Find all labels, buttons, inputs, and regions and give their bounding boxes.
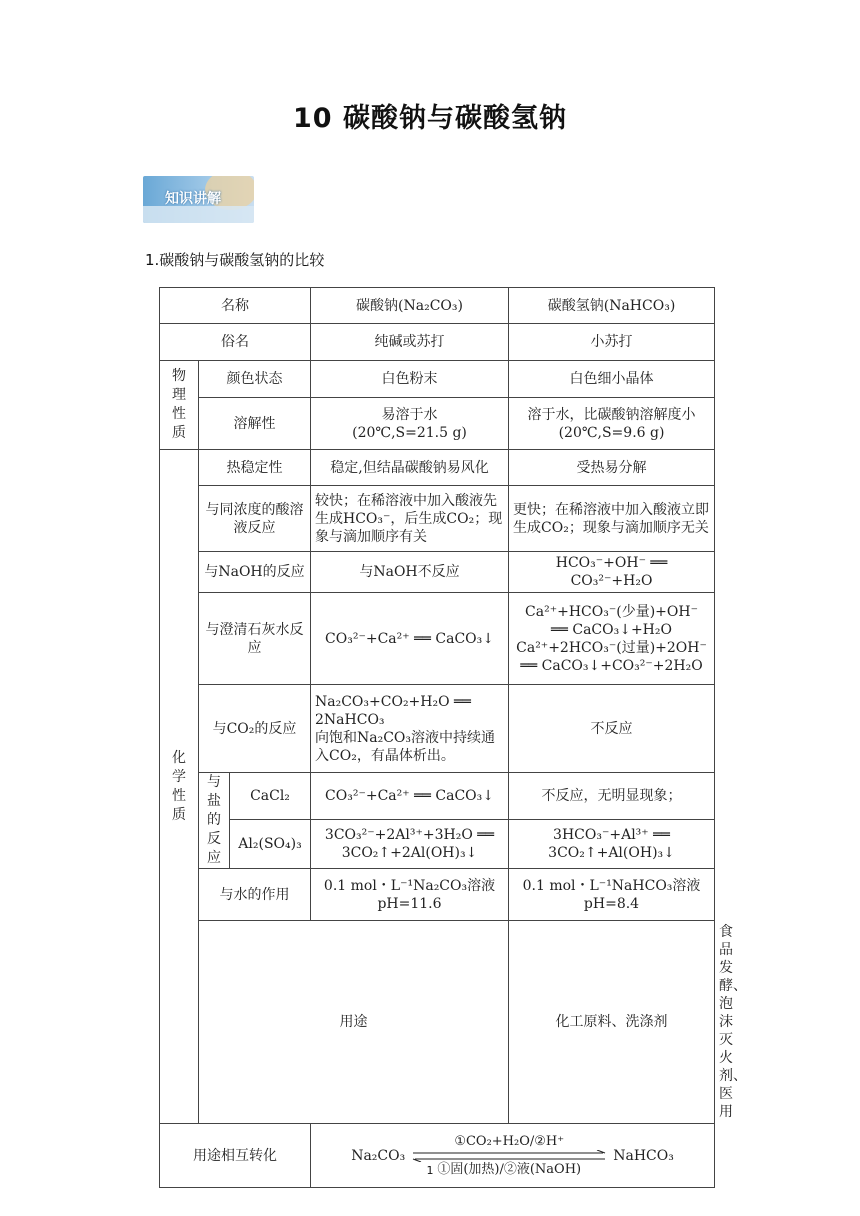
- al-b-line1: 3HCO₃⁻+Al³⁺ ══: [553, 826, 670, 843]
- table-row: [160, 486, 715, 552]
- cell-cacl2-a: CO₃²⁻+Ca²⁺ ══ CaCO₃↓: [311, 773, 509, 820]
- table-row: [160, 819, 715, 868]
- cell-lime-a: CO₃²⁻+Ca²⁺ ══ CaCO₃↓: [311, 593, 509, 685]
- cell-conversion: [311, 1124, 715, 1188]
- cell-heat-a: 稳定,但结晶碳酸钠易风化: [311, 450, 509, 486]
- co2-a-line1: Na₂CO₃+CO₂+H₂O ══: [315, 693, 471, 710]
- conversion-forward-label: ①CO₂+H₂O/②H⁺: [454, 1133, 565, 1149]
- lime-b-line4: ══ CaCO₃↓+CO₃²⁻+2H₂O: [520, 657, 703, 674]
- row-label-conversion: 用途相互转化: [160, 1124, 311, 1188]
- header-na2co3: 碳酸钠(Na₂CO₃): [311, 288, 509, 324]
- section-heading: 1.碳酸钠与碳酸氢钠的比较: [145, 251, 325, 269]
- lime-b-line1: Ca²⁺+HCO₃⁻(少量)+OH⁻: [525, 603, 698, 620]
- table-row: [160, 685, 715, 773]
- row-label-water: 与水的作用: [199, 869, 311, 921]
- knowledge-badge: [143, 176, 254, 223]
- co2-a-line3: 向饱和Na₂CO₃溶液中持续通入CO₂，有晶体析出。: [315, 729, 496, 764]
- group-label-physical: [160, 361, 199, 450]
- conversion-left: Na₂CO₃: [351, 1147, 406, 1164]
- table-row: [160, 869, 715, 921]
- cell-cacl2-b: 不反应，无明显现象；: [509, 773, 715, 820]
- table-row: [160, 288, 715, 324]
- cell-co2-b: 不反应: [509, 685, 715, 773]
- row-label-color: 颜色状态: [199, 361, 311, 398]
- row-label-co2: 与CO₂的反应: [199, 685, 311, 773]
- cell-naoh-a: 与NaOH不反应: [311, 552, 509, 593]
- page-number: 1: [426, 1164, 434, 1177]
- cell-heat-b: 受热易分解: [509, 450, 715, 486]
- sol-b-line1: 溶于水，比碳酸钠溶解度小: [527, 406, 696, 423]
- cell-acid-a: 较快；在稀溶液中加入酸液先生成HCO₃⁻，后生成CO₂；现象与滴加顺序有关: [311, 486, 509, 552]
- double-arrow-icon: [411, 1150, 607, 1162]
- table-row: [160, 773, 715, 820]
- group-label-physical-text: 物理性质: [172, 368, 186, 441]
- header-nahco3: 碳酸氢钠(NaHCO₃): [509, 288, 715, 324]
- cell-al-a: [311, 819, 509, 868]
- badge-label: 知识讲解: [165, 191, 221, 207]
- table-row: [160, 398, 715, 450]
- comparison-table: [159, 287, 748, 1188]
- group-label-salt-text: 与盐的反应: [207, 774, 221, 866]
- co2-a-line2: 2NaHCO₃: [315, 711, 385, 728]
- cell-naoh-b: HCO₃⁻+OH⁻ ══ CO₃²⁻+H₂O: [509, 552, 715, 593]
- conversion-right: NaHCO₃: [613, 1147, 674, 1164]
- row-label-heat: 热稳定性: [199, 450, 311, 486]
- row-label-solubility: 溶解性: [199, 398, 311, 450]
- sol-b-line2: (20℃,S=9.6 g): [558, 424, 665, 441]
- table-row: [160, 450, 715, 486]
- badge-decoration-band: [143, 206, 254, 223]
- row-label-cacl2: CaCl₂: [230, 773, 311, 820]
- cell-sol-b: [509, 398, 715, 450]
- cell-sol-a: [311, 398, 509, 450]
- table-row: [160, 324, 715, 361]
- cell-common-a: 纯碱或苏打: [311, 324, 509, 361]
- al-b-line2: 3CO₂↑+Al(OH)₃↓: [548, 844, 675, 861]
- group-label-chemical-text: 化学性质: [172, 749, 186, 823]
- row-label-use: 用途: [199, 921, 509, 1124]
- cell-color-b: 白色细小晶体: [509, 361, 715, 398]
- conversion-backward-label: ①固(加热)/②液(NaOH): [437, 1161, 582, 1177]
- table-row: [160, 552, 715, 593]
- row-label-naoh: 与NaOH的反应: [199, 552, 311, 593]
- table-row: [160, 593, 715, 685]
- cell-water-a: [311, 869, 509, 921]
- water-a-line1: 0.1 mol・L⁻¹Na₂CO₃溶液: [323, 877, 496, 894]
- cell-al-b: [509, 819, 715, 868]
- cell-lime-b: [509, 593, 715, 685]
- row-label-limewater: 与澄清石灰水反应: [199, 593, 311, 685]
- table-row: 用途 化工原料、洗涤剂 食品发酵、泡沫灭火剂、医用: [160, 921, 715, 1124]
- cell-color-a: 白色粉末: [311, 361, 509, 398]
- sol-a-line2: (20℃,S=21.5 g): [352, 424, 467, 441]
- sol-a-line1: 易溶于水: [381, 406, 438, 423]
- cell-acid-b: 更快；在稀溶液中加入酸液立即生成CO₂；现象与滴加顺序无关: [509, 486, 715, 552]
- lime-b-line2: ══ CaCO₃↓+H₂O: [551, 621, 672, 638]
- group-label-chemical: [160, 450, 199, 1124]
- lime-b-line3: Ca²⁺+2HCO₃⁻(过量)+2OH⁻: [516, 639, 707, 656]
- row-label-common-name: 俗名: [160, 324, 311, 361]
- al-a-line1: 3CO₃²⁻+2Al³⁺+3H₂O ══: [324, 826, 495, 843]
- cell-water-b: [509, 869, 715, 921]
- row-label-al2so43: Al₂(SO₄)₃: [230, 819, 311, 868]
- table-row: [160, 361, 715, 398]
- table-row: [160, 1124, 715, 1188]
- group-label-salt: [199, 773, 230, 869]
- cell-common-b: 小苏打: [509, 324, 715, 361]
- row-label-acid: 与同浓度的酸溶液反应: [199, 486, 311, 552]
- water-b-line1: 0.1 mol・L⁻¹NaHCO₃溶液: [522, 877, 701, 894]
- water-a-line2: pH=11.6: [377, 895, 442, 912]
- header-name: 名称: [160, 288, 311, 324]
- al-a-line2: 3CO₂↑+2Al(OH)₃↓: [341, 844, 478, 861]
- cell-use-a: 化工原料、洗涤剂: [509, 921, 715, 1124]
- page-title: 10 碳酸钠与碳酸氢钠: [293, 103, 567, 134]
- water-b-line2: pH=8.4: [583, 895, 640, 912]
- cell-co2-a: [311, 685, 509, 773]
